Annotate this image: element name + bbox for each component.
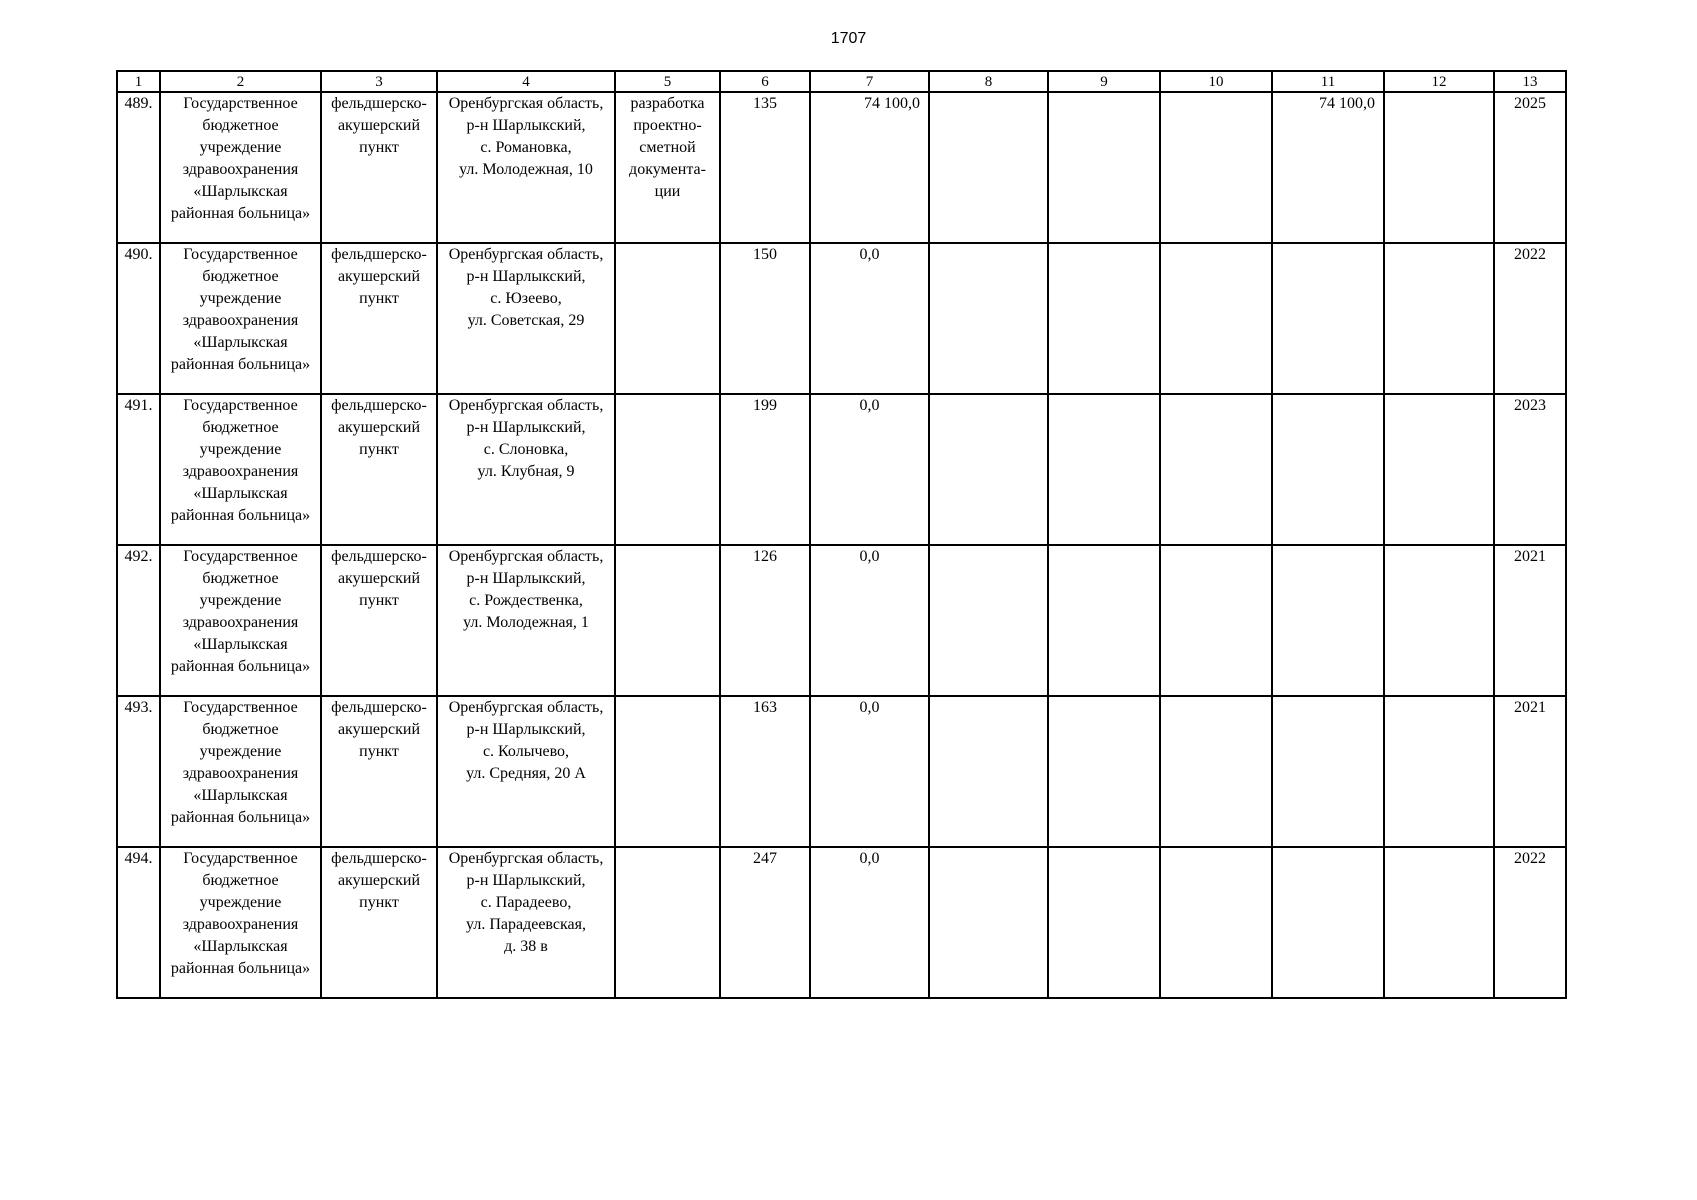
column-10-cell [1160, 394, 1272, 545]
year-cell: 2021 [1494, 545, 1566, 696]
address-cell: Оренбургская область, р-н Шарлыкский, с. Слоновка, ул. Клубная, 9 [437, 394, 615, 545]
column-10-cell [1160, 92, 1272, 243]
institution-cell: Государственное бюджетное учреждение здравоохранения «Шарлыкская районная больница» [160, 92, 321, 243]
column-header-4: 4 [437, 71, 615, 92]
year-cell: 2025 [1494, 92, 1566, 243]
table-row [117, 394, 1566, 545]
column-header-5: 5 [615, 71, 720, 92]
column-8-cell [929, 243, 1048, 394]
work-type-cell [615, 696, 720, 847]
column-10-cell [1160, 243, 1272, 394]
column-9-cell [1048, 847, 1160, 998]
column-7-cell: 0,0 [810, 394, 929, 545]
row-number: 489. [117, 92, 160, 243]
column-8-cell [929, 545, 1048, 696]
year-cell: 2021 [1494, 696, 1566, 847]
row-number: 494. [117, 847, 160, 998]
column-header-3: 3 [321, 71, 437, 92]
column-7-cell: 0,0 [810, 545, 929, 696]
column-9-cell [1048, 696, 1160, 847]
column-10-cell [1160, 696, 1272, 847]
column-header-1: 1 [117, 71, 160, 92]
column-header-7: 7 [810, 71, 929, 92]
column-9-cell [1048, 394, 1160, 545]
column-header-6: 6 [720, 71, 810, 92]
table-row [117, 847, 1566, 998]
address-cell: Оренбургская область, р-н Шарлыкский, с. Рождественка, ул. Молодежная, 1 [437, 545, 615, 696]
row-number: 493. [117, 696, 160, 847]
work-type-cell [615, 243, 720, 394]
column-11-cell [1272, 545, 1384, 696]
column-12-cell [1384, 92, 1494, 243]
column-11-cell [1272, 696, 1384, 847]
page-number: 1707 [830, 30, 867, 47]
column-11-cell [1272, 847, 1384, 998]
column-number-row [117, 71, 1566, 92]
column-7-cell: 0,0 [810, 696, 929, 847]
column-9-cell [1048, 92, 1160, 243]
column-7-cell: 74 100,0 [810, 92, 929, 243]
column-header-8: 8 [929, 71, 1048, 92]
table-row [117, 92, 1566, 243]
work-type-cell: разработка проектно- сметной документа- ции [615, 92, 720, 243]
column-11-cell: 74 100,0 [1272, 92, 1384, 243]
column-6-cell: 150 [720, 243, 810, 394]
column-10-cell [1160, 545, 1272, 696]
column-header-13: 13 [1494, 71, 1566, 92]
column-7-cell: 0,0 [810, 847, 929, 998]
column-12-cell [1384, 847, 1494, 998]
column-header-2: 2 [160, 71, 321, 92]
column-6-cell: 199 [720, 394, 810, 545]
institution-cell: Государственное бюджетное учреждение здравоохранения «Шарлыкская районная больница» [160, 847, 321, 998]
address-cell: Оренбургская область, р-н Шарлыкский, с. Юзеево, ул. Советская, 29 [437, 243, 615, 394]
object-type-cell: фельдшерско- акушерский пункт [321, 847, 437, 998]
row-number: 491. [117, 394, 160, 545]
table-row [117, 243, 1566, 394]
institution-cell: Государственное бюджетное учреждение здравоохранения «Шарлыкская районная больница» [160, 545, 321, 696]
object-type-cell: фельдшерско- акушерский пункт [321, 92, 437, 243]
column-8-cell [929, 92, 1048, 243]
column-12-cell [1384, 394, 1494, 545]
column-8-cell [929, 696, 1048, 847]
column-11-cell [1272, 394, 1384, 545]
year-cell: 2022 [1494, 243, 1566, 394]
work-type-cell [615, 394, 720, 545]
row-number: 492. [117, 545, 160, 696]
column-12-cell [1384, 696, 1494, 847]
column-header-12: 12 [1384, 71, 1494, 92]
column-6-cell: 126 [720, 545, 810, 696]
year-cell: 2022 [1494, 847, 1566, 998]
row-number: 490. [117, 243, 160, 394]
institution-cell: Государственное бюджетное учреждение здравоохранения «Шарлыкская районная больница» [160, 243, 321, 394]
column-header-10: 10 [1160, 71, 1272, 92]
object-type-cell: фельдшерско- акушерский пункт [321, 243, 437, 394]
address-cell: Оренбургская область, р-н Шарлыкский, с. Парадеево, ул. Парадеевская, д. 38 в [437, 847, 615, 998]
address-cell: Оренбургская область, р-н Шарлыкский, с. Колычево, ул. Средняя, 20 А [437, 696, 615, 847]
column-12-cell [1384, 243, 1494, 394]
institution-cell: Государственное бюджетное учреждение здравоохранения «Шарлыкская районная больница» [160, 394, 321, 545]
column-6-cell: 135 [720, 92, 810, 243]
column-header-11: 11 [1272, 71, 1384, 92]
facilities-table [116, 70, 1567, 999]
work-type-cell [615, 545, 720, 696]
column-11-cell [1272, 243, 1384, 394]
object-type-cell: фельдшерско- акушерский пункт [321, 545, 437, 696]
column-9-cell [1048, 243, 1160, 394]
column-9-cell [1048, 545, 1160, 696]
institution-cell: Государственное бюджетное учреждение здравоохранения «Шарлыкская районная больница» [160, 696, 321, 847]
column-8-cell [929, 847, 1048, 998]
column-8-cell [929, 394, 1048, 545]
year-cell: 2023 [1494, 394, 1566, 545]
column-7-cell: 0,0 [810, 243, 929, 394]
column-header-9: 9 [1048, 71, 1160, 92]
object-type-cell: фельдшерско- акушерский пункт [321, 696, 437, 847]
column-6-cell: 247 [720, 847, 810, 998]
table-row [117, 696, 1566, 847]
table-row [117, 545, 1566, 696]
object-type-cell: фельдшерско- акушерский пункт [321, 394, 437, 545]
column-10-cell [1160, 847, 1272, 998]
work-type-cell [615, 847, 720, 998]
column-12-cell [1384, 545, 1494, 696]
column-6-cell: 163 [720, 696, 810, 847]
address-cell: Оренбургская область, р-н Шарлыкский, с. Романовка, ул. Молодежная, 10 [437, 92, 615, 243]
